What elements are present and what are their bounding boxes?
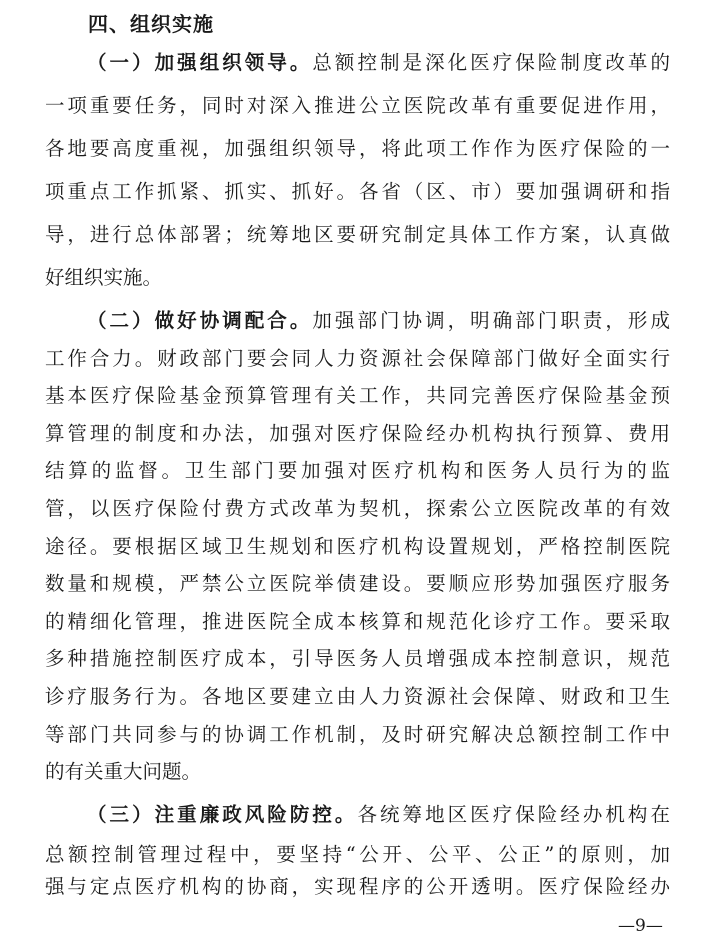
paragraph-2-line-12: 等部门共同参与的协调工作机制，及时研究解决总额控制工作中 xyxy=(45,722,670,746)
paragraph-2-line-5: 结算的监督。卫生部门要加强对医疗机构和医务人员行为的监 xyxy=(45,459,670,483)
paragraph-2-line-13: 的有关重大问题。 xyxy=(45,760,202,783)
paragraph-1-line-5: 导，进行总体部署；统筹地区要研究制定具体工作方案，认真做 xyxy=(45,223,670,246)
paragraph-2-line-10: 多种措施控制医疗成本，引导医务人员增强成本控制意识，规范 xyxy=(45,647,670,671)
paragraph-2-line-1 xyxy=(87,306,670,336)
paragraph-2-line-9: 的精细化管理，推进医院全成本核算和规范化诊疗工作。要采取 xyxy=(45,609,670,633)
paragraph-2-line-6: 管，以医疗保险付费方式改革为契机，探索公立医院改革的有效 xyxy=(45,497,670,520)
paragraph-2-line-8: 数量和规模，严禁公立医院举债建设。要顺应形势加强医疗服务 xyxy=(45,572,670,596)
paragraph-1-line-6: 好组织实施。 xyxy=(45,266,163,289)
text-run: 各统筹地区医疗保险经办机构在 xyxy=(357,803,670,826)
text-run: 加强部门协调，明确部门职责，形成 xyxy=(312,309,670,332)
text-run: 总额控制是深化医疗保险制度改革的 xyxy=(312,51,670,74)
paragraph-3-line-1 xyxy=(87,800,670,830)
paragraph-2-line-2: 工作合力。财政部门要会同人力资源社会保障部门做好全面实行 xyxy=(45,346,670,370)
paragraph-2-line-11: 诊疗服务行为。各地区要建立由人力资源社会保障、财政和卫生 xyxy=(45,685,670,708)
paragraph-2-heading: （二）做好协调配合。 xyxy=(87,309,313,332)
paragraph-1-line-3: 各地要高度重视，加强组织领导，将此项工作作为医疗保险的一 xyxy=(45,137,670,160)
paragraph-3-line-3: 强与定点医疗机构的协商，实现程序的公开透明。医疗保险经办 xyxy=(45,875,670,898)
paragraph-3-line-2: 总额控制管理过程中，要坚持“公开、公平、公正”的原则，加 xyxy=(45,843,670,866)
paragraph-1-heading: （一）加强组织领导。 xyxy=(87,51,313,74)
paragraph-2-line-3: 基本医疗保险基金预算管理有关工作，共同完善医疗保险基金预 xyxy=(45,384,670,408)
paragraph-2-line-4: 算管理的制度和办法，加强对医疗保险经办机构执行预算、费用 xyxy=(45,421,670,445)
section-heading: 四、组织实施 xyxy=(88,12,214,36)
paragraph-1-line-1 xyxy=(87,48,670,78)
page-number: —9— xyxy=(618,916,663,936)
paragraph-1-line-2: 一项重要任务，同时对深入推进公立医院改革有重要促进作用， xyxy=(45,94,670,117)
paragraph-3-heading: （三）注重廉政风险防控。 xyxy=(87,803,358,826)
paragraph-1-line-4: 项重点工作抓紧、抓实、抓好。各省（区、市）要加强调研和指 xyxy=(45,180,670,203)
paragraph-2-line-7: 途径。要根据区域卫生规划和医疗机构设置规划，严格控制医院 xyxy=(45,534,670,558)
